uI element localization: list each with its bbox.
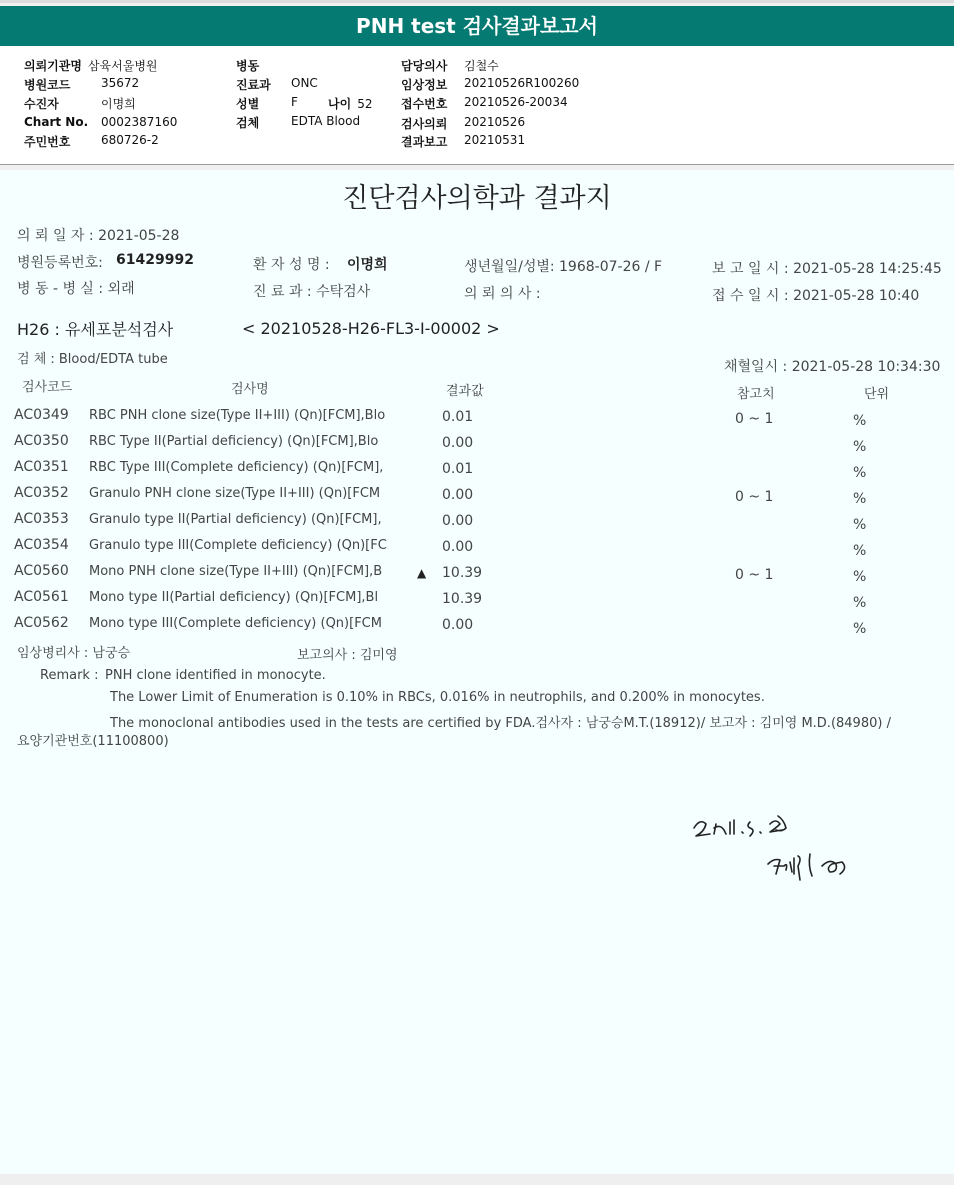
department: 진 료 과 : 수탁검사 [253, 284, 371, 300]
row-unit: % [853, 569, 867, 585]
info-report-date: 결과보고 20210531 [401, 133, 526, 149]
row-test-name: RBC Type II(Partial deficiency) (Qn)[FCM],Blo [89, 434, 379, 449]
birth-sex: 생년월일/성별: 1968-07-26 / F [464, 259, 663, 275]
lab-result-sheet [0, 170, 954, 1174]
row-code: AC0560 [14, 563, 69, 579]
report-datetime: 보 고 일 시 : 2021-05-28 14:25:45 [712, 261, 942, 277]
registration-label: 병원등록번호: [17, 255, 103, 271]
row-reference: 0 ~ 1 [735, 567, 774, 583]
row-test-name: Mono PNH clone size(Type II+III) (Qn)[FCM],B [89, 564, 383, 579]
row-unit: % [853, 491, 867, 507]
patient-name: 이명희 [347, 257, 388, 273]
row-unit: % [853, 465, 867, 481]
handwritten-signature [690, 810, 890, 900]
registration-number: 61429992 [116, 252, 194, 268]
row-test-name: Mono type II(Partial deficiency) (Qn)[FCM],Bl [89, 590, 379, 605]
row-high-flag: ▲ [417, 566, 427, 580]
page-bottom-margin [0, 1174, 954, 1185]
patient-info-panel [0, 46, 954, 165]
row-reference: 0 ~ 1 [735, 489, 774, 505]
row-code: AC0350 [14, 433, 69, 449]
header-unit: 단위 [864, 387, 890, 402]
collection-datetime: 채혈일시 : 2021-05-28 10:34:30 [724, 359, 941, 375]
row-test-name: Granulo type II(Partial deficiency) (Qn)[FCM], [89, 512, 382, 527]
row-unit: % [853, 595, 867, 611]
receipt-datetime: 접 수 일 시 : 2021-05-28 10:40 [712, 288, 920, 304]
info-department: 진료과 ONC [236, 76, 318, 92]
info-clinical-info: 임상정보 20210526R100260 [401, 76, 580, 92]
info-sex: 성별 F [236, 95, 298, 111]
row-code: AC0349 [14, 407, 69, 423]
info-request-date: 검사의뢰 20210526 [401, 115, 526, 131]
institution-number: 요양기관번호(11100800) [17, 734, 169, 749]
remark-line: The Lower Limit of Enumeration is 0.10% in RBCs, 0.016% in neutrophils, and 0.200% in monocytes. [110, 690, 765, 705]
requesting-doctor: 의 뢰 의 사 : [464, 286, 541, 302]
row-test-name: Mono type III(Complete deficiency) (Qn)[FCM [89, 616, 382, 631]
info-age: 나이 52 [328, 97, 373, 111]
info-ward: 병동 [236, 59, 260, 73]
info-requesting-institution: 의뢰기관명 삼육서울병원 [24, 59, 158, 73]
row-result: 0.01 [442, 461, 474, 477]
row-code: AC0561 [14, 589, 69, 605]
row-result: 0.00 [442, 487, 474, 503]
top-divider [0, 0, 954, 3]
remark-line: PNH clone identified in monocyte. [105, 668, 326, 683]
row-result: 0.00 [442, 513, 474, 529]
header-result: 결과값 [446, 384, 484, 399]
row-code: AC0351 [14, 459, 69, 475]
row-unit: % [853, 439, 867, 455]
row-code: AC0354 [14, 537, 69, 553]
report-title-bar [0, 6, 954, 46]
row-result: 0.00 [442, 617, 474, 633]
row-test-name: Granulo type III(Complete deficiency) (Qn)[FC [89, 538, 387, 553]
info-receipt-no: 접수번호 20210526-20034 [401, 95, 568, 111]
row-code: AC0352 [14, 485, 69, 501]
row-result: 0.00 [442, 435, 474, 451]
row-unit: % [853, 413, 867, 429]
row-test-name: Granulo PNH clone size(Type II+III) (Qn)[FCM [89, 486, 381, 501]
request-date: 의 뢰 일 자 : 2021-05-28 [17, 228, 180, 244]
row-result: 10.39 [442, 591, 483, 607]
row-unit: % [853, 517, 867, 533]
row-test-name: RBC Type III(Complete deficiency) (Qn)[FCM], [89, 460, 384, 475]
row-test-name: RBC PNH clone size(Type II+III) (Qn)[FCM],Blo [89, 408, 386, 423]
row-reference: 0 ~ 1 [735, 411, 774, 427]
remark-label: Remark : [40, 668, 99, 683]
header-test-name: 검사명 [231, 382, 269, 397]
sheet-title: 진단검사의학과 결과지 [342, 183, 612, 214]
row-code: AC0562 [14, 615, 69, 631]
accession-number: < 20210528-H26-FL3-I-00002 > [242, 319, 500, 338]
specimen: 검 체 : Blood/EDTA tube [17, 352, 168, 367]
row-unit: % [853, 621, 867, 637]
ward-room: 병 동 - 병 실 : 외래 [17, 281, 135, 297]
info-resident-no: 주민번호 680726-2 [24, 133, 159, 149]
row-result: 0.01 [442, 409, 474, 425]
patient-name-label: 환 자 성 명 : [253, 257, 330, 273]
row-code: AC0353 [14, 511, 69, 527]
reporting-doctor: 보고의사 : 김미영 [297, 648, 398, 663]
clinical-pathologist: 임상병리사 : 남궁승 [17, 646, 131, 661]
report-title: PNH test 검사결과보고서 [356, 14, 598, 38]
remark-line: The monoclonal antibodies used in the tests are certified by FDA.검사자 : 남궁승M.T.(18912)/ 보고자 : 김미영 M.D.(84980) / [110, 716, 891, 731]
info-patient-name: 수진자 이명희 [24, 97, 136, 111]
info-hospital-code: 병원코드 35672 [24, 76, 140, 92]
info-specimen: 검체 EDTA Blood [236, 114, 361, 130]
info-attending-doctor: 담당의사 김철수 [401, 59, 499, 73]
header-code: 검사코드 [22, 380, 73, 395]
row-unit: % [853, 543, 867, 559]
row-result: 0.00 [442, 539, 474, 555]
header-reference: 참고치 [737, 387, 775, 402]
row-result: 10.39 [442, 565, 483, 581]
info-chart-no: Chart No. 0002387160 [24, 115, 178, 129]
test-title: H26 : 유세포분석검사 [17, 320, 174, 339]
